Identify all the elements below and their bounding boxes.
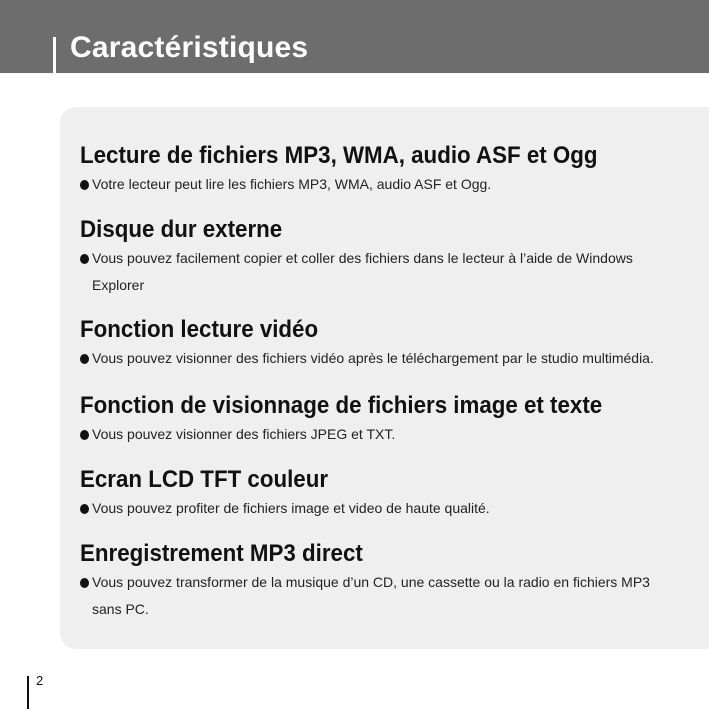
- feature-description-text: Vous pouvez profiter de fichiers image et video de haute qualité.: [92, 500, 490, 516]
- feature-description: [80, 345, 705, 371]
- feature-image-text-viewing: [80, 392, 705, 447]
- feature-mp3-playback: [80, 142, 705, 197]
- feature-external-drive: [80, 216, 705, 298]
- bullet-icon: [80, 254, 89, 264]
- feature-description: [80, 171, 705, 197]
- feature-heading: Disque dur externe: [80, 216, 283, 243]
- feature-heading: Fonction de visionnage de fichiers image et texte: [80, 392, 603, 419]
- feature-description: [80, 421, 705, 447]
- header-accent-bar: [53, 37, 56, 73]
- feature-description-text: Vous pouvez facilement copier et coller des fichiers dans le lecteur à l’aide de Windows: [92, 250, 633, 266]
- feature-description: [80, 569, 705, 595]
- bullet-icon: [80, 578, 89, 588]
- feature-video-playback: [80, 316, 705, 371]
- feature-description-text: Votre lecteur peut lire les fichiers MP3, WMA, audio ASF et Ogg.: [92, 176, 492, 192]
- bullet-icon: [80, 430, 89, 440]
- bullet-icon: [80, 354, 89, 364]
- feature-description: [80, 495, 705, 521]
- feature-description-continued: [80, 596, 705, 622]
- feature-direct-mp3-recording: [80, 540, 705, 622]
- feature-color-lcd: [80, 466, 705, 521]
- feature-description-text: sans PC.: [92, 601, 149, 617]
- feature-description-text: Vous pouvez transformer de la musique d’un CD, une cassette ou la radio en fichiers MP3: [92, 574, 650, 590]
- feature-heading: Ecran LCD TFT couleur: [80, 466, 329, 493]
- feature-description-text: Vous pouvez visionner des fichiers vidéo après le téléchargement par le studio multimédia.: [92, 350, 654, 366]
- feature-description-text: Vous pouvez visionner des fichiers JPEG et TXT.: [92, 426, 396, 442]
- footer-accent-bar: [27, 676, 29, 709]
- feature-heading: Lecture de fichiers MP3, WMA, audio ASF et Ogg: [80, 142, 598, 169]
- page-number: 2: [36, 673, 44, 688]
- page-title: Caractéristiques: [70, 31, 309, 64]
- feature-description-continued: [80, 272, 705, 298]
- bullet-icon: [80, 504, 89, 514]
- feature-heading: Fonction lecture vidéo: [80, 316, 319, 343]
- feature-description-text: Explorer: [92, 277, 145, 293]
- feature-heading: Enregistrement MP3 direct: [80, 540, 363, 567]
- feature-description: [80, 245, 705, 271]
- bullet-icon: [80, 180, 89, 190]
